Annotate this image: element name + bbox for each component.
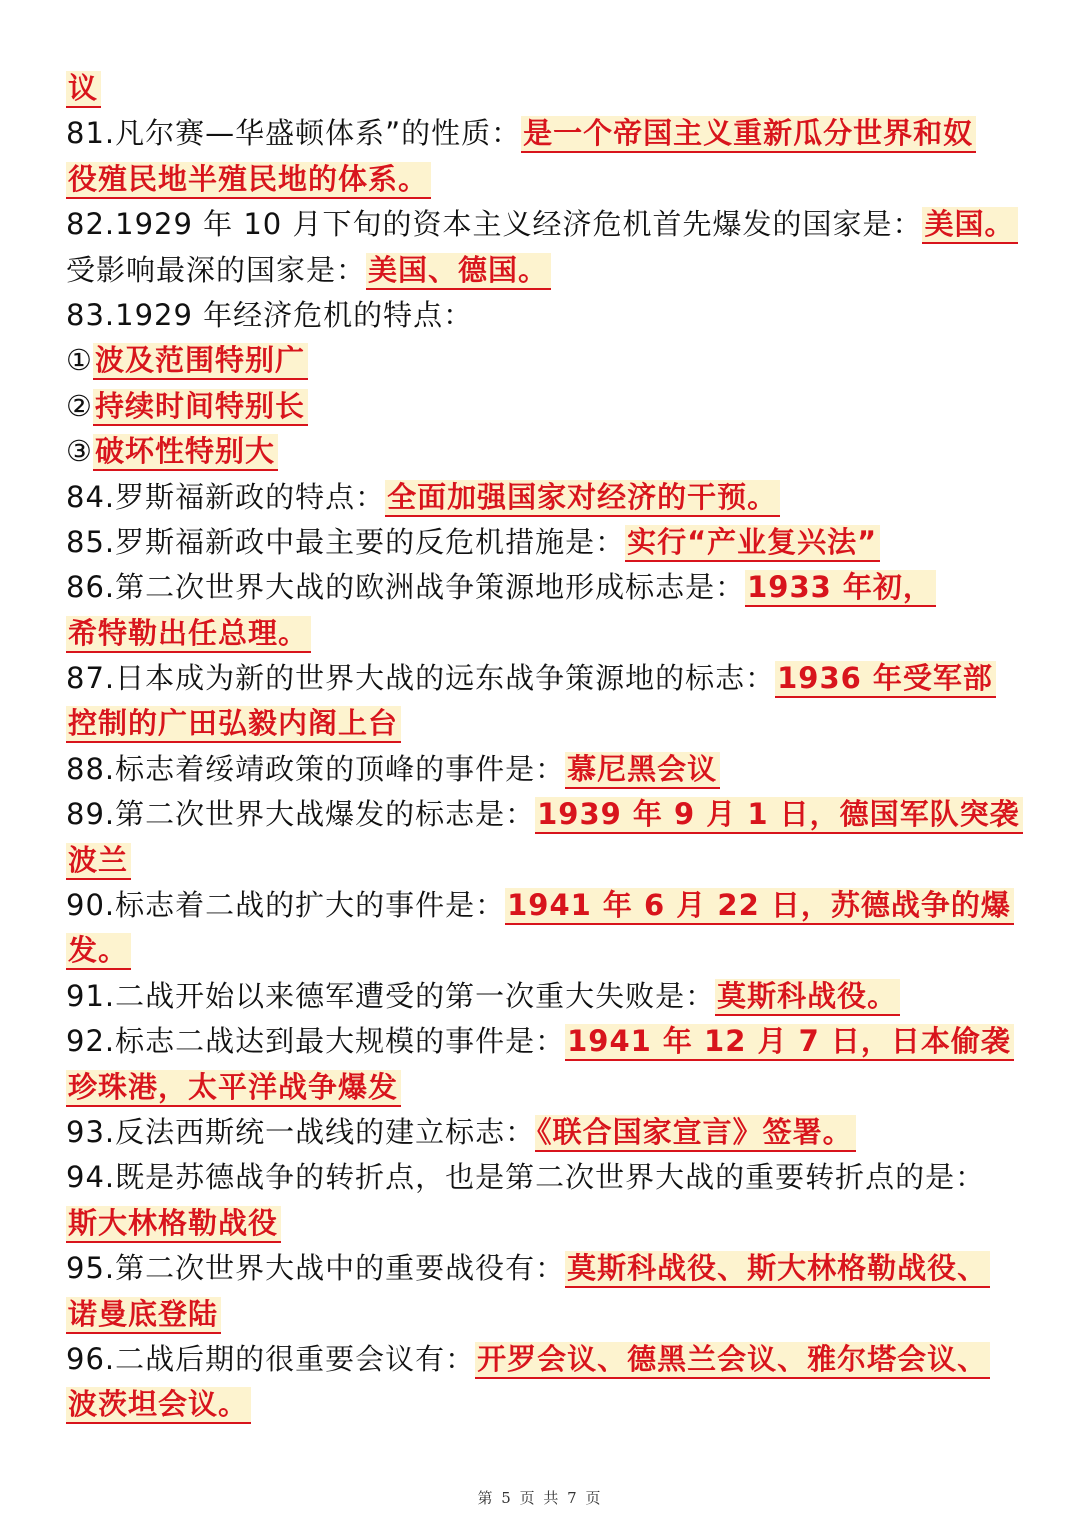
highlighted-answer: 1936 年受军部 [775,661,996,698]
highlighted-answer: 是一个帝国主义重新瓜分世界和奴 [521,116,976,153]
question-text: 93.反法西斯统一战线的建立标志： [66,1114,536,1149]
text-line [66,429,1022,474]
question-text: 91.二战开始以来德军遭受的第一次重大失败是： [66,978,716,1013]
text-line [66,475,1022,520]
highlighted-answer: 莫斯科战役。 [715,979,900,1016]
question-text: 90.标志着二战的扩大的事件是： [66,888,506,923]
text-line [66,974,1022,1019]
question-text: 84.罗斯福新政的特点： [66,479,386,514]
highlighted-answer: 慕尼黑会议 [565,752,720,789]
text-line [66,384,1022,429]
question-text: ① [66,343,93,378]
highlighted-answer: 发。 [66,933,131,970]
highlighted-answer: 议 [66,71,101,108]
question-text: 87.日本成为新的世界大战的远东战争策源地的标志： [66,661,776,696]
highlighted-answer: 莫斯科战役、斯大林格勒战役、 [565,1251,990,1288]
highlighted-answer: 诺曼底登陆 [66,1297,221,1334]
text-line [66,611,1022,656]
question-text: 96.二战后期的很重要会议有： [66,1341,476,1376]
highlighted-answer: 斯大林格勒战役 [66,1206,281,1243]
text-line [66,1065,1022,1110]
question-text: ② [66,388,93,423]
text-line [66,1337,1022,1382]
text-line [66,1201,1022,1246]
highlighted-answer: 美国、德国。 [366,253,551,290]
text-line [66,701,1022,746]
highlighted-answer: 波兰 [66,843,131,880]
question-text: 81.凡尔赛—华盛顿体系”的性质： [66,116,522,151]
text-line [66,838,1022,883]
text-line [66,1155,1022,1200]
text-line [66,792,1022,837]
text-line [66,248,1022,293]
highlighted-answer: 全面加强国家对经济的干预。 [385,480,780,517]
question-text: 94.既是苏德战争的转折点，也是第二次世界大战的重要转折点的是： [66,1160,986,1195]
highlighted-answer: 1941 年 12 月 7 日，日本偷袭 [565,1024,1014,1061]
highlighted-answer: 1941 年 6 月 22 日，苏德战争的爆 [505,888,1014,925]
question-text: 92.标志二战达到最大规模的事件是： [66,1024,566,1059]
highlighted-answer: 美国。 [922,207,1017,244]
text-line [66,520,1022,565]
text-line [66,565,1022,610]
page-footer: 第 5 页 共 7 页 [477,1489,603,1507]
question-text: 85.罗斯福新政中最主要的反危机措施是： [66,524,626,559]
question-text: 受影响最深的国家是： [66,252,367,287]
highlighted-answer: 波及范围特别广 [93,343,308,380]
highlighted-answer: 控制的广田弘毅内阁上台 [66,706,401,743]
question-text: 83.1929 年经济危机的特点： [66,297,474,332]
text-line [66,202,1022,247]
text-line [66,293,1022,338]
highlighted-answer: 持续时间特别长 [93,389,308,426]
highlighted-answer: 1939 年 9 月 1 日，德国军队突袭 [535,797,1023,834]
text-line [66,747,1022,792]
text-line [66,1382,1022,1427]
highlighted-answer: 实行“产业复兴法” [625,525,880,562]
highlighted-answer: 破坏性特别大 [93,434,278,471]
question-text: 88.标志着绥靖政策的顶峰的事件是： [66,751,566,786]
highlighted-answer: 《联合国家宣言》签署。 [535,1115,856,1152]
highlighted-answer: 1933 年初， [745,570,936,607]
text-line [66,111,1022,156]
text-line [66,157,1022,202]
question-text: 95.第二次世界大战中的重要战役有： [66,1251,566,1286]
text-line [66,1110,1022,1155]
text-line [66,1019,1022,1064]
highlighted-answer: 开罗会议、德黑兰会议、雅尔塔会议、 [475,1342,990,1379]
text-line [66,1292,1022,1337]
text-line [66,66,1022,111]
text-line [66,883,1022,928]
question-text: 82.1929 年 10 月下旬的资本主义经济危机首先爆发的国家是： [66,207,923,242]
text-line [66,656,1022,701]
text-line [66,1246,1022,1291]
highlighted-answer: 波茨坦会议。 [66,1387,251,1424]
highlighted-answer: 珍珠港，太平洋战争爆发 [66,1070,401,1107]
question-text: ③ [66,434,93,469]
question-text: 86.第二次世界大战的欧洲战争策源地形成标志是： [66,570,746,605]
question-text: 89.第二次世界大战爆发的标志是： [66,797,536,832]
highlighted-answer: 希特勒出任总理。 [66,616,311,653]
highlighted-answer: 役殖民地半殖民地的体系。 [66,162,431,199]
document-body [66,66,1022,1428]
text-line [66,338,1022,383]
text-line [66,928,1022,973]
